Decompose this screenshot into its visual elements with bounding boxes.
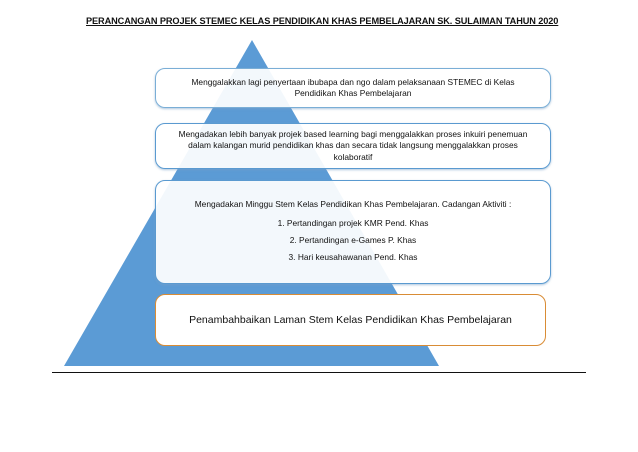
pyramid-level-4: [155, 294, 546, 346]
activity-list: [278, 213, 429, 267]
activity-item: 1. Pertandingan projek KMR Pend. Khas: [277, 218, 429, 228]
horizontal-divider: [52, 372, 586, 373]
pyramid-level-1: [155, 68, 551, 108]
page-title: PERANCANGAN PROJEK STEMEC KELAS PENDIDIKAN KHAS PEMBELAJARAN SK. SULAIMAN TAHUN 2020: [86, 16, 559, 26]
activity-item: 3. Hari keusahawanan Pend. Khas: [288, 252, 418, 262]
pyramid-level-3: [155, 180, 551, 284]
activity-item: 2. Pertandingan e-Games P. Khas: [289, 235, 417, 245]
level-4-text: Penambahbaikan Laman Stem Kelas Pendidikan Khas Pembelajaran: [189, 314, 512, 326]
level-1-text: Menggalakkan lagi penyertaan ibubapa dan ngo dalam pelaksanaan STEMEC di Kelas Pendidikan Khas Pembelajaran: [191, 76, 515, 98]
level-3-text: Mengadakan Minggu Stem Kelas Pendidikan Khas Pembelajaran. Cadangan Aktiviti :: [194, 199, 512, 209]
pyramid-level-2: [155, 123, 551, 169]
level-2-text: Mengadakan lebih banyak projek based learning bagi menggalakkan proses inkuiri penemuan dalam kalangan murid pendidikan khas dan secara tidak langsung menggalakkan proses kolaboratif: [178, 128, 528, 162]
